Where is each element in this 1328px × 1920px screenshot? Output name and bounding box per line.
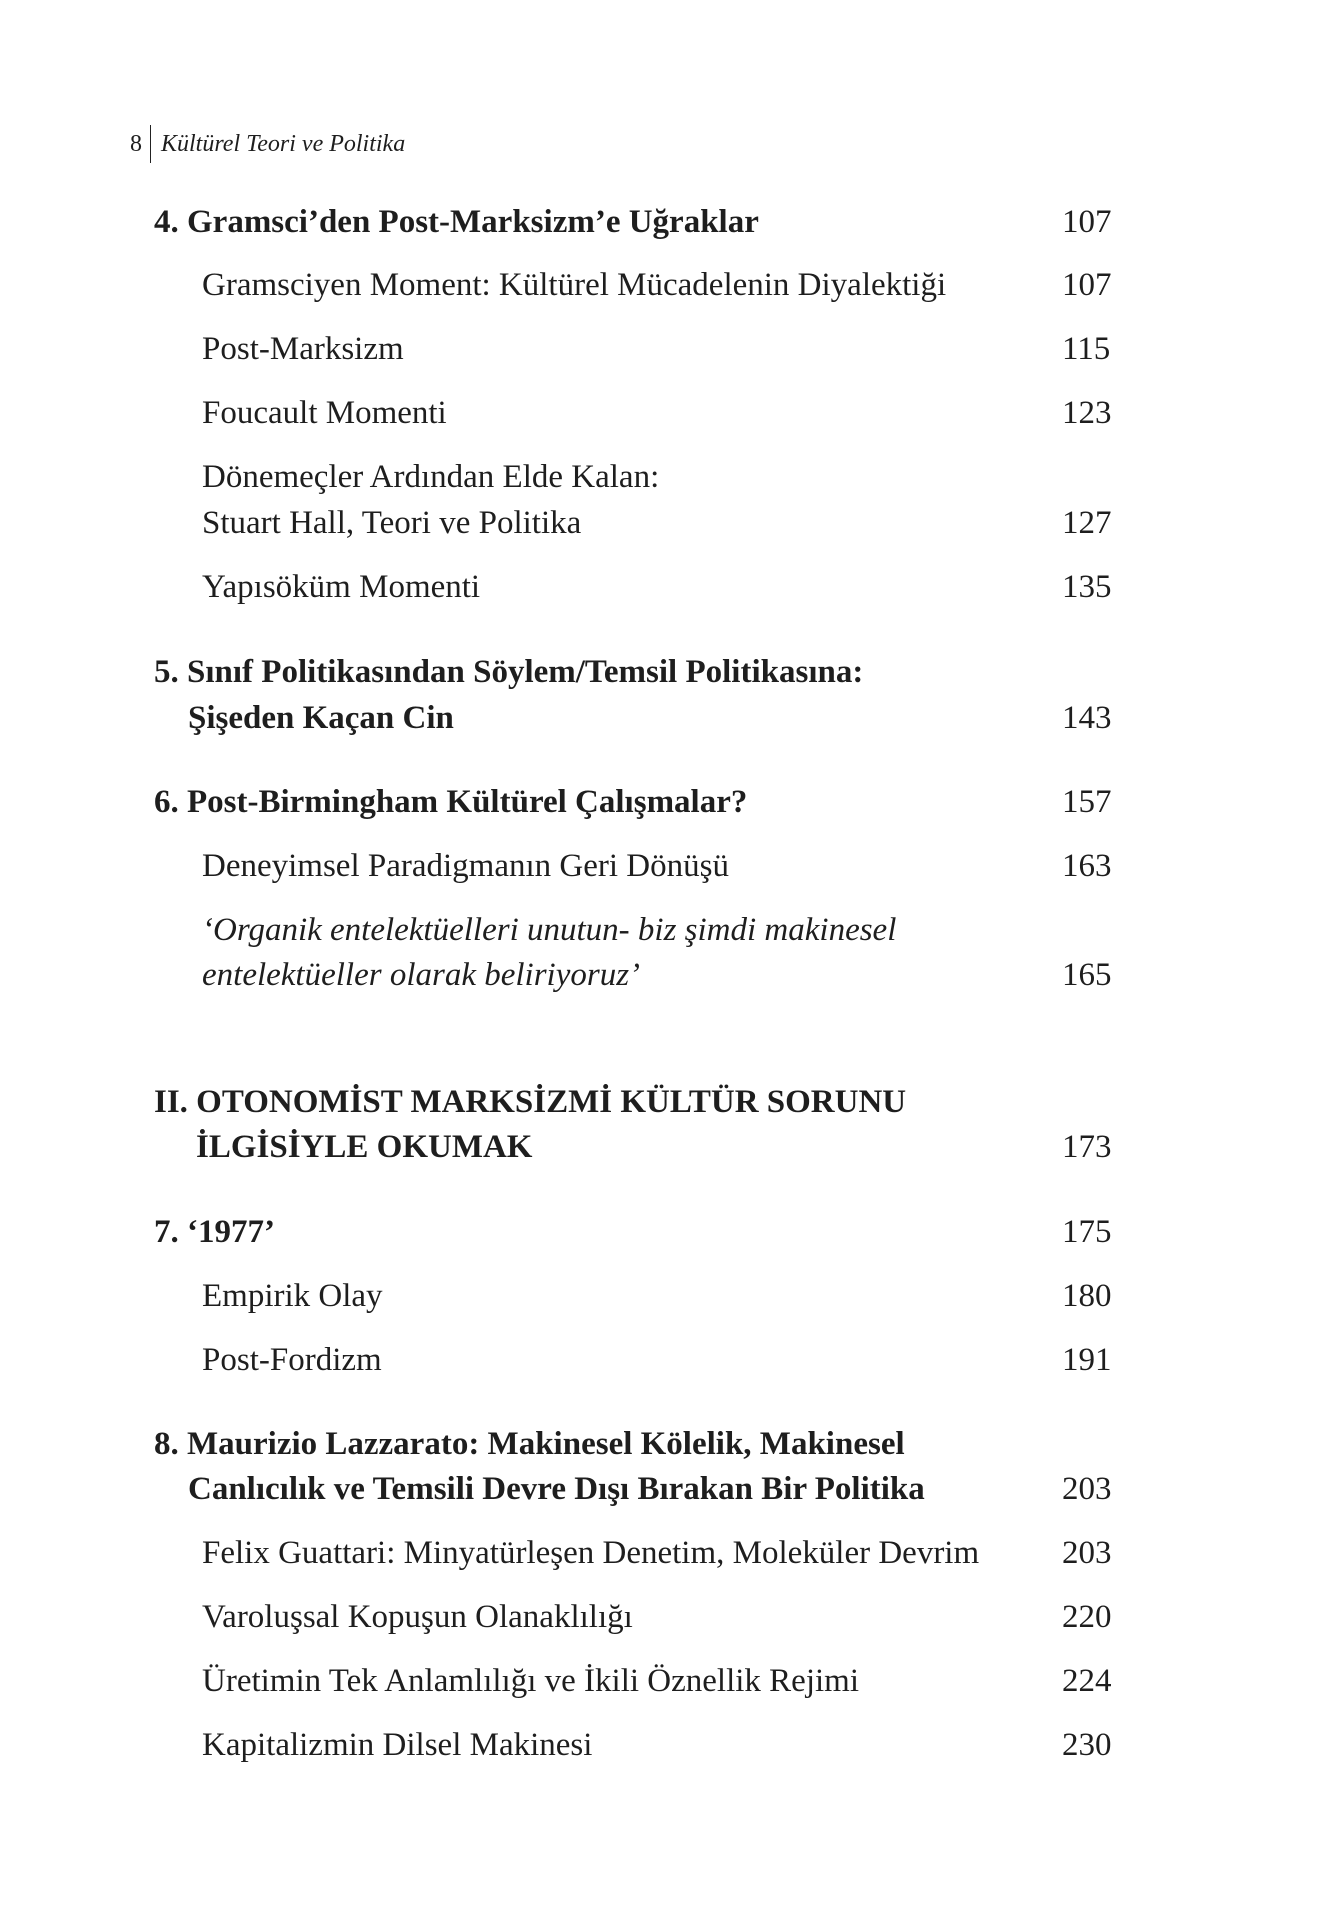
- toc-entry-title: Post-Fordizm: [202, 1342, 382, 1378]
- toc-entry-title-cont: Stuart Hall, Teori ve Politika: [202, 505, 582, 541]
- toc-entry-title: 8. Maurizio Lazzarato: Makinesel Kölelik, Makinesel: [154, 1426, 905, 1462]
- toc-entry-title: Felix Guattari: Minyatürleşen Denetim, Moleküler Devrim: [202, 1535, 980, 1571]
- toc-entry-title: Yapısöküm Momenti: [202, 569, 481, 605]
- toc-entry-title: Gramsciyen Moment: Kültürel Mücadelenin Diyalektiği: [202, 267, 947, 303]
- toc-entry-title: Post-Marksizm: [202, 331, 404, 367]
- toc-entry-title: 5. Sınıf Politikasından Söylem/Temsil Politikasına:: [154, 654, 864, 690]
- toc-entry-title: ‘Organik entelektüelleri unutun- biz şimdi makinesel: [202, 912, 897, 948]
- toc-entry-page: 175: [1062, 1214, 1112, 1250]
- toc-entry-page: 115: [1062, 331, 1111, 367]
- toc-entry-page: 165: [1062, 957, 1112, 993]
- toc-entry-title: Kapitalizmin Dilsel Makinesi: [202, 1727, 593, 1763]
- toc-entry-page: 107: [1062, 204, 1112, 240]
- toc-entry-title: 6. Post-Birmingham Kültürel Çalışmalar?: [154, 784, 748, 820]
- toc-entry-page: 123: [1062, 395, 1112, 431]
- page-number: 8: [130, 125, 151, 163]
- toc-entry-page: 224: [1062, 1663, 1112, 1699]
- toc-entry-page: 173: [1062, 1129, 1112, 1165]
- toc-entry-page: 163: [1062, 848, 1112, 884]
- toc-entry-page: 191: [1062, 1342, 1112, 1378]
- toc-entry-page: 203: [1062, 1535, 1112, 1571]
- toc-entry-page: 107: [1062, 267, 1112, 303]
- toc-entry-title-cont: Canlıcılık ve Temsili Devre Dışı Bırakan Bir Politika: [188, 1471, 925, 1507]
- toc-entry-title: Foucault Momenti: [202, 395, 447, 431]
- toc-entry-title: Üretimin Tek Anlamlılığı ve İkili Öznellik Rejimi: [202, 1663, 859, 1699]
- toc-entry-page: 220: [1062, 1599, 1112, 1635]
- toc-entry-page: 143: [1062, 700, 1112, 736]
- toc-entry-title-cont: entelektüeller olarak beliriyoruz’: [202, 957, 641, 993]
- toc-entry-title: Deneyimsel Paradigmanın Geri Dönüşü: [202, 848, 729, 884]
- toc-entry-title: Varoluşsal Kopuşun Olanaklılığı: [202, 1599, 633, 1635]
- toc-entry-title-cont: Şişeden Kaçan Cin: [188, 700, 454, 736]
- running-header: [130, 124, 405, 164]
- toc-entry-title: 4. Gramsci’den Post-Marksizm’e Uğraklar: [154, 204, 759, 240]
- toc-part-title: II. OTONOMİST MARKSİZMİ KÜLTÜR SORUNU: [154, 1084, 907, 1120]
- toc-part-title-cont: İLGİSİYLE OKUMAK: [196, 1129, 533, 1165]
- running-title: Kültürel Teori ve Politika: [161, 130, 406, 157]
- toc-entry-page: 230: [1062, 1727, 1112, 1763]
- toc-entry-title: Empirik Olay: [202, 1278, 383, 1314]
- toc-entry-title: 7. ‘1977’: [154, 1214, 275, 1250]
- toc-entry-page: 127: [1062, 505, 1112, 541]
- toc-entry-page: 135: [1062, 569, 1112, 605]
- toc-entry-page: 203: [1062, 1471, 1112, 1507]
- toc-entry-page: 157: [1062, 784, 1112, 820]
- toc-entry-page: 180: [1062, 1278, 1112, 1314]
- toc-entry-title: Dönemeçler Ardından Elde Kalan:: [202, 459, 660, 495]
